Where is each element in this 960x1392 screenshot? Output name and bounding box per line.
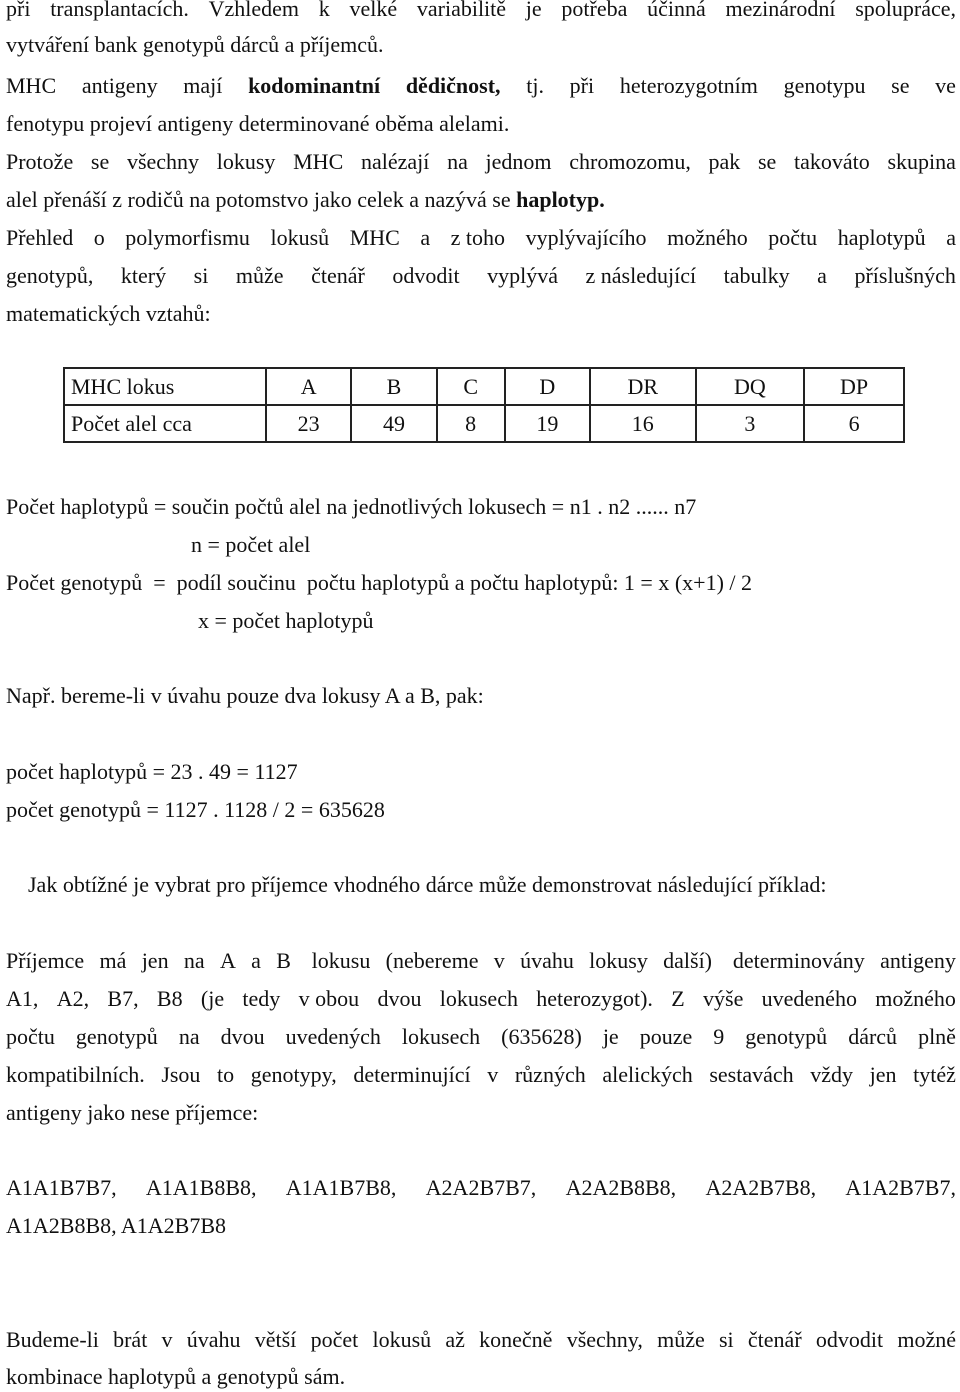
word: lokusů [372,1327,432,1352]
paragraph1-line8 [6,261,956,291]
word: až [445,1327,465,1352]
formula-n-definition: n = počet alel [191,532,311,557]
word: genotypů, [6,263,94,288]
word: úvahu [186,1327,241,1352]
word: A1A2B7B7, [845,1175,956,1200]
word: A1A1B7B8, [285,1175,397,1200]
word: se [90,149,110,174]
word: MHC [349,225,400,250]
line6-text: alel přenáší z rodičů na potomstvo jako celek a nazývá se [6,187,517,212]
word: pak [708,149,741,174]
word: genotypů [75,1024,158,1049]
word: odvodit [815,1327,884,1352]
bold-term: kodominantní [248,73,381,98]
word: polymorfismu [125,225,250,250]
paragraph1-line5 [6,147,956,177]
word: sestavách [709,1062,794,1087]
table-cell: 49 [351,405,436,442]
word: lokusů [270,225,330,250]
word: který [120,263,167,288]
word: determinující [353,1062,471,1087]
word: Jsou [161,1062,201,1087]
word: A2A2B7B8, [705,1175,817,1200]
formula-x-definition: x = počet haplotypů [198,608,374,633]
formula-haplotypes: Počet haplotypů = součin počtů alel na jednotlivých lokusech = n1 . n2 ...... n7 [6,494,697,519]
word: Přehled [6,225,74,250]
table-cell: 8 [437,405,505,442]
word: mezinárodní [725,0,836,21]
word: na [178,1024,200,1049]
word: o [93,225,105,250]
paragraph1-line1 [6,0,956,24]
word: jen [869,1062,897,1087]
genotype-list-line1 [6,1173,956,1203]
conclusion-line2: kombinace haplotypů a genotypů sám. [6,1364,346,1389]
formula-genotypes: Počet genotypů = podíl součinu počtu haplotypů a počtu haplotypů: 1 = x (x+1) / 2 [6,570,753,595]
table-cell: 23 [266,405,351,442]
word: výše [703,986,744,1011]
word: větší [254,1327,297,1352]
paragraph1-line6 [6,185,605,215]
word: antigeny [81,73,158,98]
word: dvou [377,986,422,1011]
example-intro: Např. bereme-li v úvahu pouze dva lokusy A a B, pak: [6,683,484,708]
paragraph1-line3 [6,71,956,101]
word: lokusech [401,1024,481,1049]
word: (635628) [501,1024,582,1049]
word: lokusech [439,986,518,1011]
word: antigeny [880,948,956,973]
mhc-table [63,367,905,443]
word: uvedeného [761,986,857,1011]
word: tabulky [723,263,790,288]
word: to [217,1062,235,1087]
word: mají [183,73,223,98]
word: a [946,225,956,250]
term-haplotyp: haplotyp. [516,187,605,212]
word: další) [663,948,713,973]
word: si [193,263,209,288]
word: tj. [526,73,544,98]
word: genotypů [745,1024,828,1049]
word: determinovány [727,948,865,973]
word: spolupráce, [855,0,956,21]
word: potřeba [561,0,628,21]
word: a [420,225,431,250]
word: heterozygotním [619,73,758,98]
word: je [602,1024,619,1049]
word: při [569,73,595,98]
word: 9 [713,1024,725,1049]
table-cell: B [351,368,436,405]
word: se [891,73,910,98]
word: transplantacích. [50,0,189,21]
table-cell: DR [590,368,696,405]
table-cell: Počet alel cca [64,405,266,442]
example-genotypes: počet genotypů = 1127 . 1128 / 2 = 635628 [6,797,385,822]
word: je [525,0,542,21]
word: MHC [293,149,344,174]
bold-term: dědičnost, [405,73,501,98]
word: při [6,0,31,21]
conclusion-line1 [6,1325,956,1355]
word: všechny [126,149,200,174]
word: A1A1B8B8, [145,1175,257,1200]
word: účinná [647,0,706,21]
word: a [251,948,261,973]
word: tytéž [913,1062,956,1087]
word: z toho [450,225,506,250]
word: uvedených [285,1024,381,1049]
word: A1A1B7B7, [6,1175,117,1200]
word: variabilitě [416,0,507,21]
word: genotypy, [250,1062,337,1087]
word: A2A2B8B8, [565,1175,677,1200]
word: a [817,263,827,288]
word: genotypu [783,73,866,98]
word: počtu [768,225,818,250]
table-cell: 19 [505,405,590,442]
word: v obou [298,986,360,1011]
word: možné [897,1327,956,1352]
paragraph2-line3 [6,1022,956,1052]
word: lokusu [306,948,371,973]
word: A [219,948,236,973]
word: (je [200,986,225,1011]
word: Budeme-li [6,1327,99,1352]
word: v [493,948,505,973]
word: příslušných [854,263,956,288]
table-cell: A [266,368,351,405]
word: může [657,1327,705,1352]
paragraph2-line2 [6,984,956,1014]
word: haplotypů [837,225,926,250]
word: má [99,948,127,973]
paragraph1-line7 [6,223,956,253]
table-cell: 6 [804,405,904,442]
paragraph1-line4: fenotypu projeví antigeny determinované oběma alelami. [6,111,510,136]
word: vždy [810,1062,854,1087]
word: jen [141,948,169,973]
paragraph1-line2: vytváření bank genotypů dárců a příjemců. [6,32,384,57]
word: (nebereme [385,948,479,973]
word: vyplývá [487,263,558,288]
word: kompatibilních. [6,1062,145,1087]
demo-intro: Jak obtížné je vybrat pro příjemce vhodného dárce může demonstrovat následující příklad: [28,872,827,897]
word: dárců [848,1024,898,1049]
word: jednom [485,149,552,174]
word: počtu [6,1024,55,1049]
word: lokusy [589,948,648,973]
paragraph1-line9: matematických vztahů: [6,301,211,326]
word: konečně [479,1327,553,1352]
table-row-alleles [64,405,904,442]
word: odvodit [392,263,460,288]
word: se [758,149,777,174]
word: na [183,948,205,973]
table-cell: 16 [590,405,696,442]
word: Vzhledem [208,0,299,21]
word: B7, [107,986,139,1011]
word: A2, [56,986,90,1011]
table-cell: D [505,368,590,405]
word: skupina [887,149,956,174]
word: Protože [6,149,74,174]
table-cell: DQ [696,368,805,405]
word: čtenář [747,1327,802,1352]
genotype-list-line2: A1A2B8B8, A1A2B7B8 [6,1213,227,1238]
word: počet [310,1327,359,1352]
table-row-loci [64,368,904,405]
word: Příjemce [6,948,85,973]
word: může [235,263,284,288]
paragraph2-line1 [6,946,956,976]
word: chromozomu, [569,149,691,174]
word: velké [349,0,398,21]
word: všechny, [566,1327,643,1352]
word: B8 [156,986,183,1011]
paragraph2-line4 [6,1060,956,1090]
word: různých [514,1062,586,1087]
word: úvahu [520,948,574,973]
table-cell: 3 [696,405,805,442]
word: heterozygot). [536,986,653,1011]
word: lokusy [216,149,276,174]
word: A2A2B7B7, [425,1175,537,1200]
word: tedy [242,986,281,1011]
word: na [447,149,468,174]
word: k [318,0,330,21]
word: brát [113,1327,148,1352]
word: z následující [585,263,697,288]
word: MHC [6,73,57,98]
word: si [718,1327,734,1352]
word: v [487,1062,499,1087]
word: Z [671,986,685,1011]
word: možného [875,986,956,1011]
table-cell: DP [804,368,904,405]
word: čtenář [311,263,365,288]
word: B [276,948,291,973]
word: takováto [794,149,870,174]
paragraph2-line5: antigeny jako nese příjemce: [6,1100,259,1125]
table-cell: C [437,368,505,405]
word: vyplývajícího [525,225,647,250]
word: plně [918,1024,956,1049]
table-cell: MHC lokus [64,368,266,405]
word: pouze [639,1024,693,1049]
word: alelických [602,1062,693,1087]
word: v [161,1327,173,1352]
word: možného [667,225,748,250]
word: nalézají [360,149,430,174]
word: dvou [220,1024,265,1049]
example-haplotypes: počet haplotypů = 23 . 49 = 1127 [6,759,298,784]
word: ve [935,73,956,98]
word: A1, [6,986,39,1011]
